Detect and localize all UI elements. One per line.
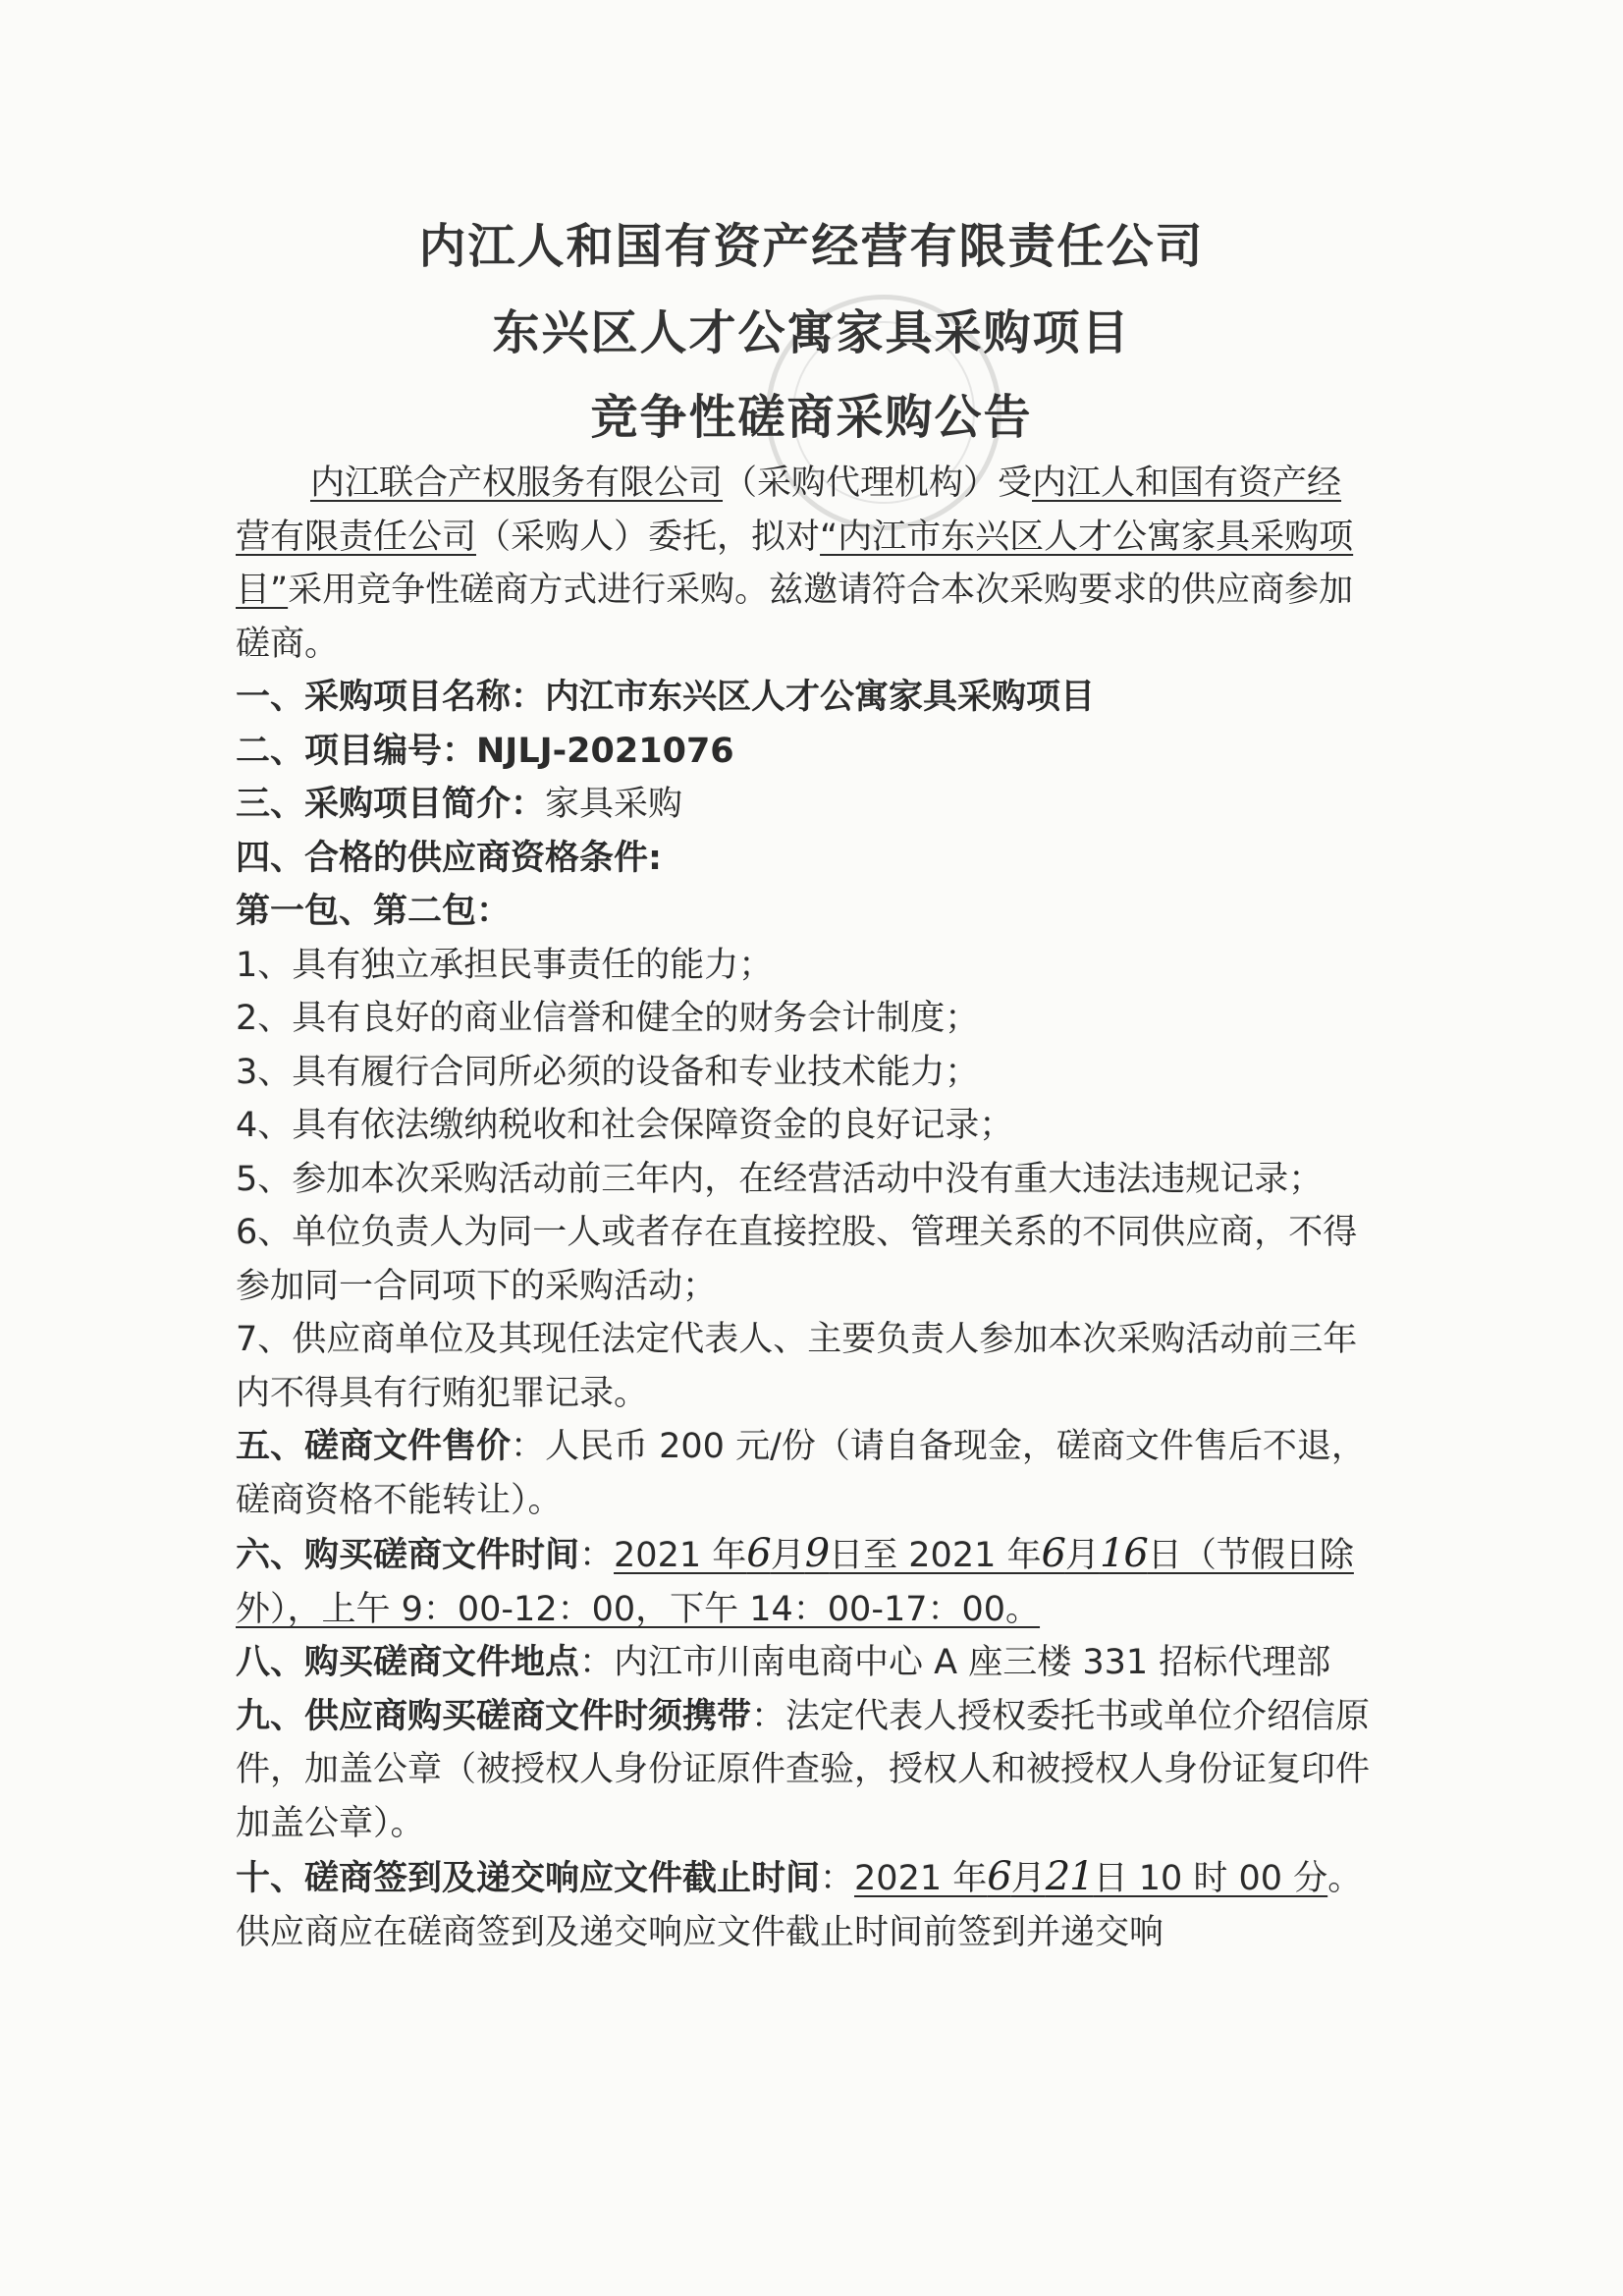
- section-2: 二、项目编号：NJLJ-2021076: [236, 731, 734, 771]
- project-quoted: “内江市东兴区人才公寓家具采购项目”: [236, 517, 1354, 610]
- handwritten-day: 21: [1045, 1854, 1094, 1899]
- condition-item: 2、具有良好的商业信誉和健全的财务会计制度；: [236, 999, 980, 1038]
- condition-item: 7、供应商单位及其现任法定代表人、主要负责人参加本次采购活动前三年内不得具有行贿犯罪记录。: [236, 1320, 1358, 1413]
- handwritten-month-1: 6: [746, 1531, 771, 1576]
- deadline-time: 2021 年6月21日 10 时 00 分: [854, 1854, 1328, 1899]
- condition-item: 6、单位负责人为同一人或者存在直接控股、管理关系的不同供应商，不得参加同一合同项下的采购活动；: [236, 1213, 1358, 1306]
- section-1: 一、采购项目名称：内江市东兴区人才公寓家具采购项目: [236, 678, 1096, 717]
- handwritten-day-2: 16: [1099, 1531, 1148, 1576]
- title-announcement: 竞争性磋商采购公告: [590, 390, 1033, 445]
- agency-name: 内江联合产权服务有限公司: [310, 464, 724, 503]
- intro-rest: 采用竞争性磋商方式进行采购。兹邀请符合本次采购要求的供应商参加磋商。: [236, 571, 1354, 664]
- handwritten-month: 6: [987, 1854, 1011, 1899]
- condition-item: 4、具有依法缴纳税收和社会保障资金的良好记录；: [236, 1106, 1014, 1145]
- section-9: 九、供应商购买磋商文件时须携带：法定代表人授权委托书或单位介绍信原件，加盖公章（被授权人身份证原件查验，授权人和被授权人身份证复印件加盖公章）。: [236, 1696, 1371, 1843]
- condition-item: 3、具有履行合同所必须的设备和专业技术能力；: [236, 1052, 980, 1092]
- intro-paragraph: [236, 457, 1375, 671]
- announcement-body: [236, 457, 1375, 1959]
- section-6: 六、购买磋商文件时间：2021 年6月9日至 2021 年6月16日（节假日除外），上午 9：00-12：00，下午 14：00-17：00。: [236, 1531, 1354, 1629]
- purchaser-name: 内江人和国有资产经营有限责任公司: [236, 464, 1342, 557]
- section-4-sub: 第一包、第二包：: [236, 892, 512, 931]
- section-3: 三、采购项目简介：家具采购: [236, 785, 683, 824]
- title-project: 东兴区人才公寓家具采购项目: [492, 305, 1131, 360]
- section-8: 八、购买磋商文件地点：内江市川南电商中心 A 座三楼 331 招标代理部: [236, 1643, 1331, 1682]
- agency-role: （采购代理机构）受: [723, 464, 1033, 503]
- section-4-heading: 四、合格的供应商资格条件:: [236, 838, 662, 878]
- purchase-time-range: 2021 年6月9日至 2021 年6月16日（节假日除外），上午 9：00-12：00，下午 14：00-17：00。: [236, 1531, 1354, 1629]
- section-10: 十、磋商签到及递交响应文件截止时间：2021 年6月21日 10 时 00 分。供应商应在磋商签到及递交响应文件截止时间前签到并递交响: [236, 1854, 1363, 1952]
- handwritten-month-2: 6: [1041, 1531, 1065, 1576]
- title-company: 内江人和国有资产经营有限责任公司: [418, 219, 1205, 274]
- purchaser-role: （采购人）委托，拟对: [476, 517, 821, 557]
- condition-item: 1、具有独立承担民事责任的能力；: [236, 945, 774, 985]
- condition-item: 5、参加本次采购活动前三年内，在经营活动中没有重大违法违规记录；: [236, 1159, 1324, 1199]
- handwritten-day-1: 9: [804, 1531, 830, 1576]
- section-5: 五、磋商文件售价：人民币 200 元/份（请自备现金，磋商文件售后不退，磋商资格不能转让）。: [236, 1427, 1366, 1520]
